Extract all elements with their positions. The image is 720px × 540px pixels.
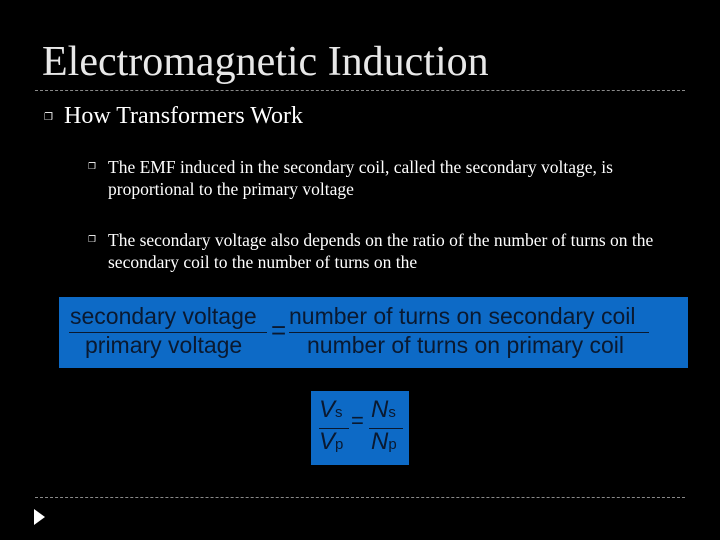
ns-term: Ns [371,396,396,423]
sub-bullet-icon: ❐ [88,235,97,245]
symbol-equation-box [311,391,409,465]
word-eq-left-numerator: secondary voltage [70,303,257,329]
vs-term: Vs [319,396,343,423]
title-divider [35,90,685,91]
slide-title: Electromagnetic Induction [42,39,489,85]
play-arrow-icon[interactable] [34,509,45,525]
sub-bullet-icon: ❐ [88,162,97,172]
heading-bullet: How Transformers Work [64,103,303,129]
word-eq-left-denominator: primary voltage [85,332,243,358]
np-term: Np [371,428,397,455]
equals-sign: = [351,408,364,433]
equals-sign: = [271,315,287,345]
sub-bullet-1: The EMF induced in the secondary coil, called the secondary voltage, is proportional to the primary voltage [108,157,613,199]
word-eq-right-numerator: number of turns on secondary coil [289,303,636,329]
footer-divider [35,497,685,498]
word-equation-box [59,297,688,368]
word-eq-right-denominator: number of turns on primary coil [307,332,625,358]
sub-bullet-2: The secondary voltage also depends on the ratio of the number of turns on the secondary coil to the number of turns on the [108,230,654,272]
bullet-icon: ❐ [44,112,53,123]
vp-term: Vp [319,428,344,455]
